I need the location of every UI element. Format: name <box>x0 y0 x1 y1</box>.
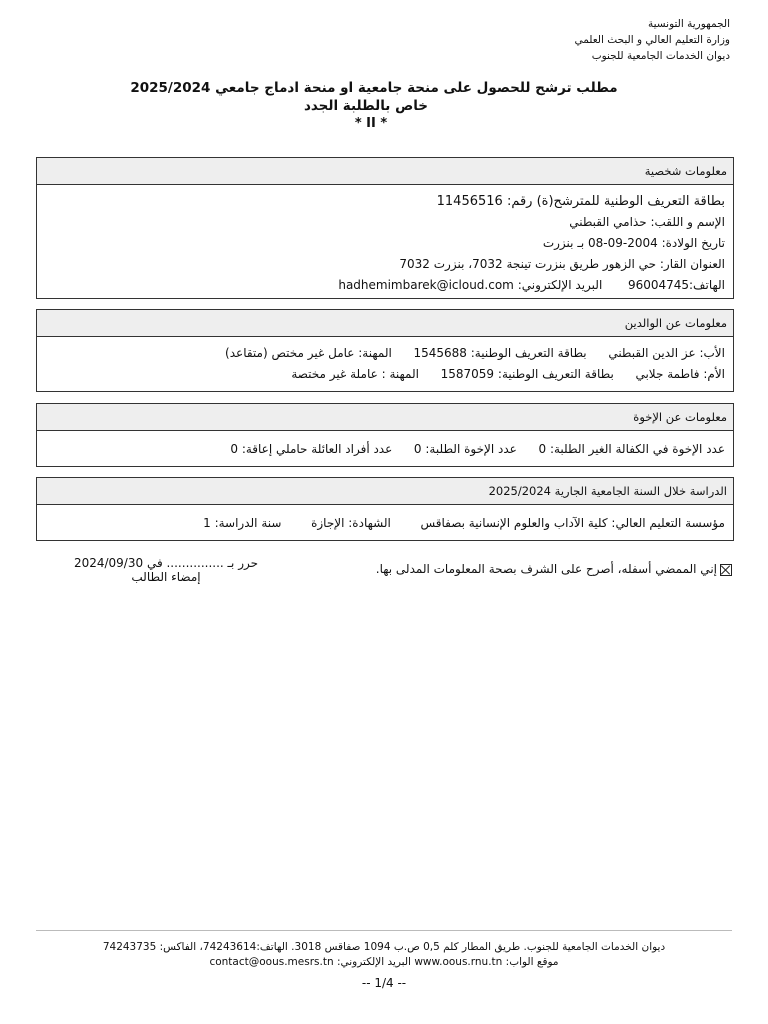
mother-job: عاملة غير مختصة <box>291 367 378 381</box>
siblings-heading: معلومات عن الإخوة <box>37 404 733 431</box>
father-name: عز الدين القبطني <box>608 346 696 360</box>
title-subtitle: خاص بالطلبة الجدد <box>303 98 429 114</box>
id-value: 11456516 <box>436 194 503 209</box>
address-value: حي الزهور طريق بنزرت تينجة 7032، بنزرت 7032 <box>399 257 657 271</box>
degree-label: الشهادة: <box>348 516 391 530</box>
signature-block <box>56 556 276 584</box>
father-job-label: المهنة: <box>358 346 392 360</box>
father-job: عامل غير مختص (متقاعد) <box>225 346 355 360</box>
mother-id: 1587059 <box>440 367 495 381</box>
parents-heading: معلومات عن الوالدين <box>37 310 733 337</box>
footer-address: ديوان الخدمات الجامعية للجنوب. طريق المطار كلم 0,5 ص.ب 1094 صفاقس 3018. الهاتف:74243614، الفاكس: 74243735 <box>102 941 666 953</box>
father-id: 1545688 <box>413 346 467 360</box>
document-title <box>0 80 768 131</box>
signature-place-date: حرر بـ ............... في 2024/09/30 <box>73 556 259 570</box>
name-value: حذامي القبطني <box>569 215 647 229</box>
student-siblings-value: 0 <box>413 442 422 456</box>
letterhead-office: ديوان الخدمات الجامعية للجنوب <box>591 50 730 62</box>
mother-id-label: بطاقة التعريف الوطنية: <box>497 367 614 381</box>
email-label: البريد الإلكتروني: <box>517 278 603 292</box>
address-label: العنوان القار: <box>659 257 725 271</box>
title-main: مطلب ترشح للحصول على منحة جامعية او منحة ادماج جامعي 2025/2024 <box>130 80 618 96</box>
honor-declaration <box>376 562 732 576</box>
page-number: -- 1/4 -- <box>361 976 407 990</box>
guardianship-value: 0 <box>538 442 547 456</box>
phone-value: 96004745 <box>627 278 690 292</box>
disability-value: 0 <box>230 442 238 456</box>
personal-info-section <box>36 157 734 299</box>
letterhead <box>574 16 730 64</box>
phone-label: الهاتف: <box>689 278 725 292</box>
footer <box>36 940 732 970</box>
study-year-label: سنة الدراسة: <box>214 516 282 530</box>
dob-value: 08-09-2004 <box>588 236 658 250</box>
signature-label: إمضاء الطالب <box>131 570 201 584</box>
name-label: الإسم و اللقب: <box>650 215 725 229</box>
declaration-text: إني الممضي أسفله، أصرح على الشرف بصحة المعلومات المدلى بها. <box>375 562 717 576</box>
letterhead-ministry: وزارة التعليم العالي و البحث العلمي <box>574 34 730 46</box>
email-value: hadhemimbarek@icloud.com <box>338 278 514 292</box>
declaration-checkbox[interactable] <box>720 564 732 576</box>
mother-name: فاطمة جلابي <box>635 367 700 381</box>
father-id-label: بطاقة التعريف الوطنية: <box>470 346 587 360</box>
letterhead-republic: الجمهورية التونسية <box>648 18 730 30</box>
study-heading: الدراسة خلال السنة الجامعية الجارية 2025/2024 <box>37 478 733 505</box>
footer-divider <box>36 930 732 931</box>
father-label: الأب: <box>699 346 725 360</box>
mother-job-label: المهنة : <box>381 367 419 381</box>
id-label: بطاقة التعريف الوطنية للمترشح(ة) رقم: <box>506 194 725 209</box>
personal-info-heading: معلومات شخصية <box>37 158 733 185</box>
dob-label: تاريخ الولادة: <box>661 236 725 250</box>
parents-section <box>36 309 734 392</box>
degree-value: الإجازة <box>311 516 345 530</box>
institution-label: مؤسسة التعليم العالي: <box>611 516 725 530</box>
student-siblings-label: عدد الإخوة الطلبة: <box>425 442 517 456</box>
study-year-value: 1 <box>203 516 211 530</box>
study-section <box>36 477 734 541</box>
disability-label: عدد أفراد العائلة حاملي إعاقة: <box>241 442 393 456</box>
mother-label: الأم: <box>703 367 725 381</box>
institution-value: كلية الآداب والعلوم الإنسانية بصفاقس <box>420 516 608 530</box>
dob-place: بـ بنزرت <box>542 236 585 250</box>
title-marker: * II * <box>354 116 388 131</box>
footer-contact: موقع الواب: www.oous.rnu.tn البريد الإلكتروني: contact@oous.mesrs.tn <box>209 956 559 968</box>
siblings-section <box>36 403 734 467</box>
guardianship-label: عدد الإخوة في الكفالة الغير الطلبة: <box>549 442 725 456</box>
